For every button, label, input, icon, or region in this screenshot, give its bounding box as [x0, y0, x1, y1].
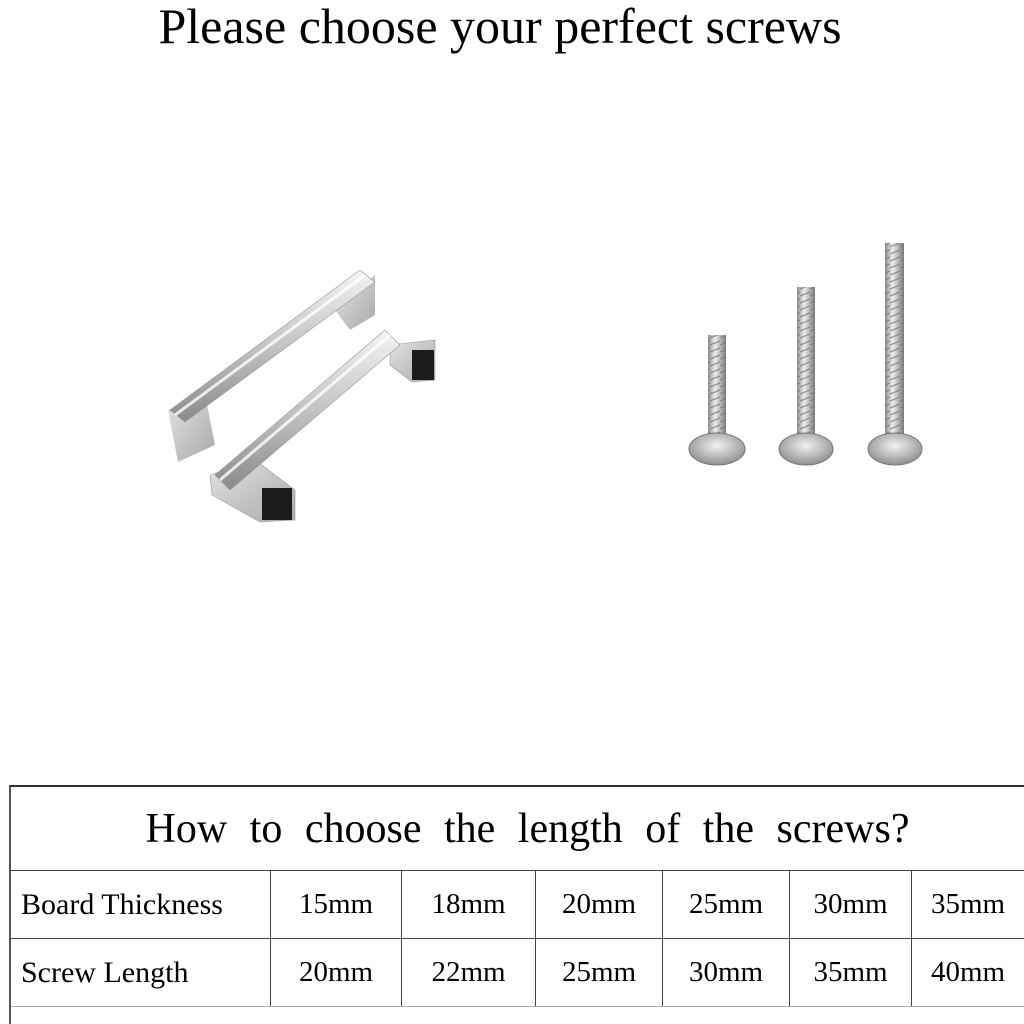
screws-image	[680, 235, 940, 480]
medium-screw-icon	[779, 287, 833, 465]
table-cell: 22mm	[402, 939, 536, 1006]
short-screw-icon	[689, 335, 745, 465]
row-label: Board Thickness	[11, 871, 271, 938]
page-title: Please choose your perfect screws	[158, 0, 842, 54]
table-cell: 35mm	[790, 939, 912, 1006]
row-label: Screw Length	[11, 939, 271, 1006]
table-cell: 20mm	[536, 871, 663, 938]
table-row-board-thickness	[11, 871, 1024, 939]
table-cell: 18mm	[402, 871, 536, 938]
table-caption: How to choose the length of the screws?	[11, 787, 1024, 871]
table-cell: 35mm	[930, 888, 1006, 920]
table-cell: 25mm	[536, 939, 663, 1006]
table-cell: 15mm	[271, 871, 402, 938]
cabinet-handles-image	[150, 250, 450, 540]
table-cell: 30mm	[663, 939, 790, 1006]
table-cell: 20mm	[271, 939, 402, 1006]
table-row-screw-length	[11, 939, 1024, 1007]
screw-length-table	[9, 785, 1024, 1024]
table-cell: 30mm	[790, 871, 912, 938]
table-cell: 40mm	[930, 956, 1006, 988]
long-screw-icon	[868, 243, 922, 465]
table-cell: 25mm	[663, 871, 790, 938]
